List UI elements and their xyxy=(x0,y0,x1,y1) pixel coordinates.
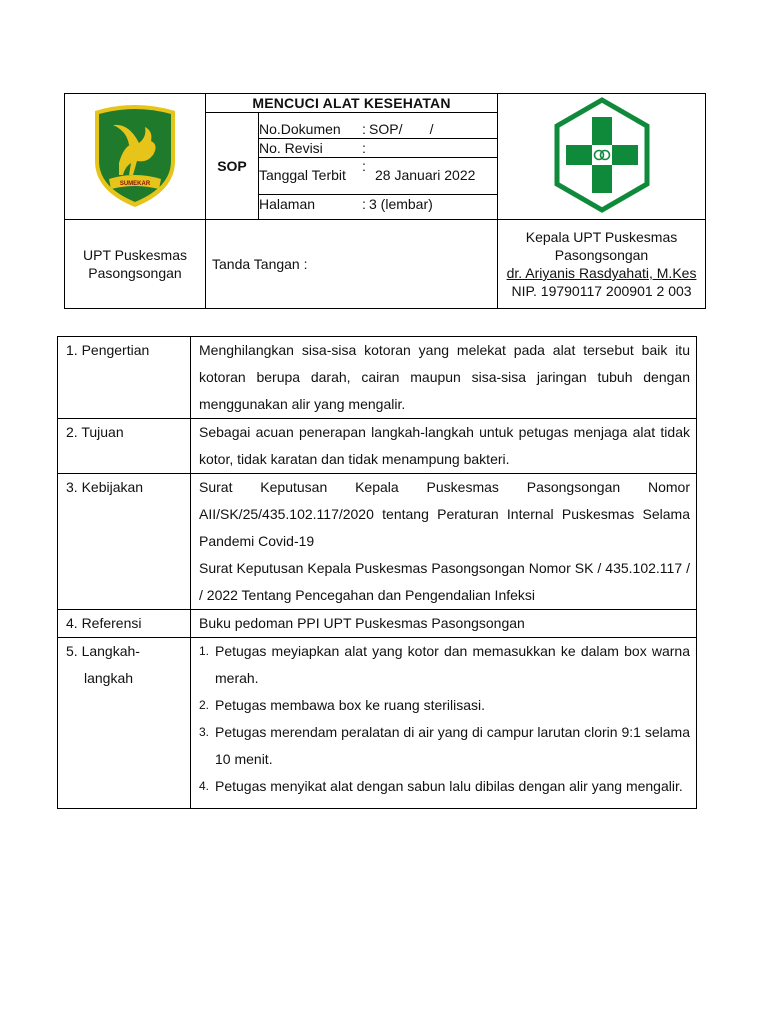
section-text: Buku pedoman PPI UPT Puskesmas Pasongsongan xyxy=(191,610,697,638)
meta-key: Tanggal Terbit xyxy=(259,157,359,194)
section-label: 3. Kebijakan xyxy=(58,474,191,610)
meta-value: SOP/ / xyxy=(369,120,497,139)
section-label-line: 5. Langkah- xyxy=(66,643,140,659)
step-number: 1. xyxy=(199,644,210,658)
list-item xyxy=(199,692,690,719)
step-text: Petugas membawa box ke ruang sterilisasi. xyxy=(215,697,486,713)
puskesmas-cross-logo xyxy=(552,97,652,213)
table-row xyxy=(58,474,697,610)
section-label: 4. Referensi xyxy=(58,610,191,638)
document-title: MENCUCI ALAT KESEHATAN xyxy=(206,94,498,113)
steps-list xyxy=(191,638,697,809)
head-nip: NIP. 19790117 200901 2 003 xyxy=(511,283,692,299)
section-label-line: langkah xyxy=(84,670,134,686)
step-number: 4. xyxy=(199,779,210,793)
step-number: 3. xyxy=(199,725,210,739)
table-row xyxy=(58,638,697,809)
meta-colon: : xyxy=(362,195,366,212)
section-label xyxy=(58,638,191,809)
meta-value xyxy=(369,138,497,157)
meta-colon: : xyxy=(359,138,369,157)
section-label: 2. Tujuan xyxy=(58,419,191,474)
table-row xyxy=(58,337,697,419)
step-text: Petugas menyikat alat dengan sabun lalu dibilas dengan alir yang mengalir. xyxy=(215,778,683,794)
meta-value: 3 (lembar) xyxy=(369,195,433,212)
meta-colon: : xyxy=(359,120,369,139)
table-row xyxy=(58,610,697,638)
document-meta-table xyxy=(259,120,497,213)
puskesmas-logo-cell xyxy=(498,94,706,220)
sumenep-shield-logo xyxy=(89,101,181,209)
list-item xyxy=(199,773,690,800)
policy-text-1: Surat Keputusan Kepala Puskesmas Pasongsongan Nomor AII/SK/25/435.102.117/2020 tentang Peraturan Internal Puskesmas Selama Pandemi Covid-19 xyxy=(199,479,690,549)
table-row xyxy=(58,419,697,474)
document-meta-cell xyxy=(259,113,498,220)
meta-colon: : xyxy=(359,157,369,194)
sop-label: SOP xyxy=(206,113,259,220)
meta-key: No.Dokumen xyxy=(259,120,359,139)
step-number: 2. xyxy=(199,698,210,712)
section-text: Menghilangkan sisa-sisa kotoran yang melekat pada alat tersebut baik itu kotoran berupa darah, cairan maupun sisa-sisa jaringan tubuh dengan menggunakan alir yang mengalir. xyxy=(191,337,697,419)
logo-ribbon-text: SUMEKAR xyxy=(119,181,151,187)
list-item xyxy=(199,638,690,692)
signature-label: Tanda Tangan : xyxy=(206,220,498,309)
sop-content-table xyxy=(57,336,714,809)
meta-value: 28 Januari 2022 xyxy=(369,157,497,194)
policy-text-2: Surat Keputusan Kepala Puskesmas Pasongsongan Nomor SK / 435.102.117 / / 2022 Tentang Pencegahan dan Pengendalian Infeksi xyxy=(199,560,714,603)
sop-header-table xyxy=(64,93,706,309)
head-title: Kepala UPT Puskesmas Pasongsongan xyxy=(525,229,678,263)
organization-name: UPT Puskesmas Pasongsongan xyxy=(65,220,206,309)
section-text: Sebagai acuan penerapan langkah-langkah untuk petugas menjaga alat tidak kotor, tidak karatan dan tidak menampung bakteri. xyxy=(191,419,697,474)
head-name: dr. Ariyanis Rasdyahati, M.Kes xyxy=(506,265,697,281)
meta-key: No. Revisi xyxy=(259,138,359,157)
step-text: Petugas meyiapkan alat yang kotor dan memasukkan ke dalam box warna merah. xyxy=(215,643,690,686)
list-item xyxy=(199,719,690,773)
meta-key: Halaman xyxy=(259,195,316,212)
head-signature-block xyxy=(498,220,706,309)
section-label: 1. Pengertian xyxy=(58,337,191,419)
step-text: Petugas merendam peralatan di air yang di campur larutan clorin 9:1 selama 10 menit. xyxy=(215,724,690,767)
regency-logo-cell xyxy=(65,94,206,220)
section-text-block xyxy=(191,474,714,610)
